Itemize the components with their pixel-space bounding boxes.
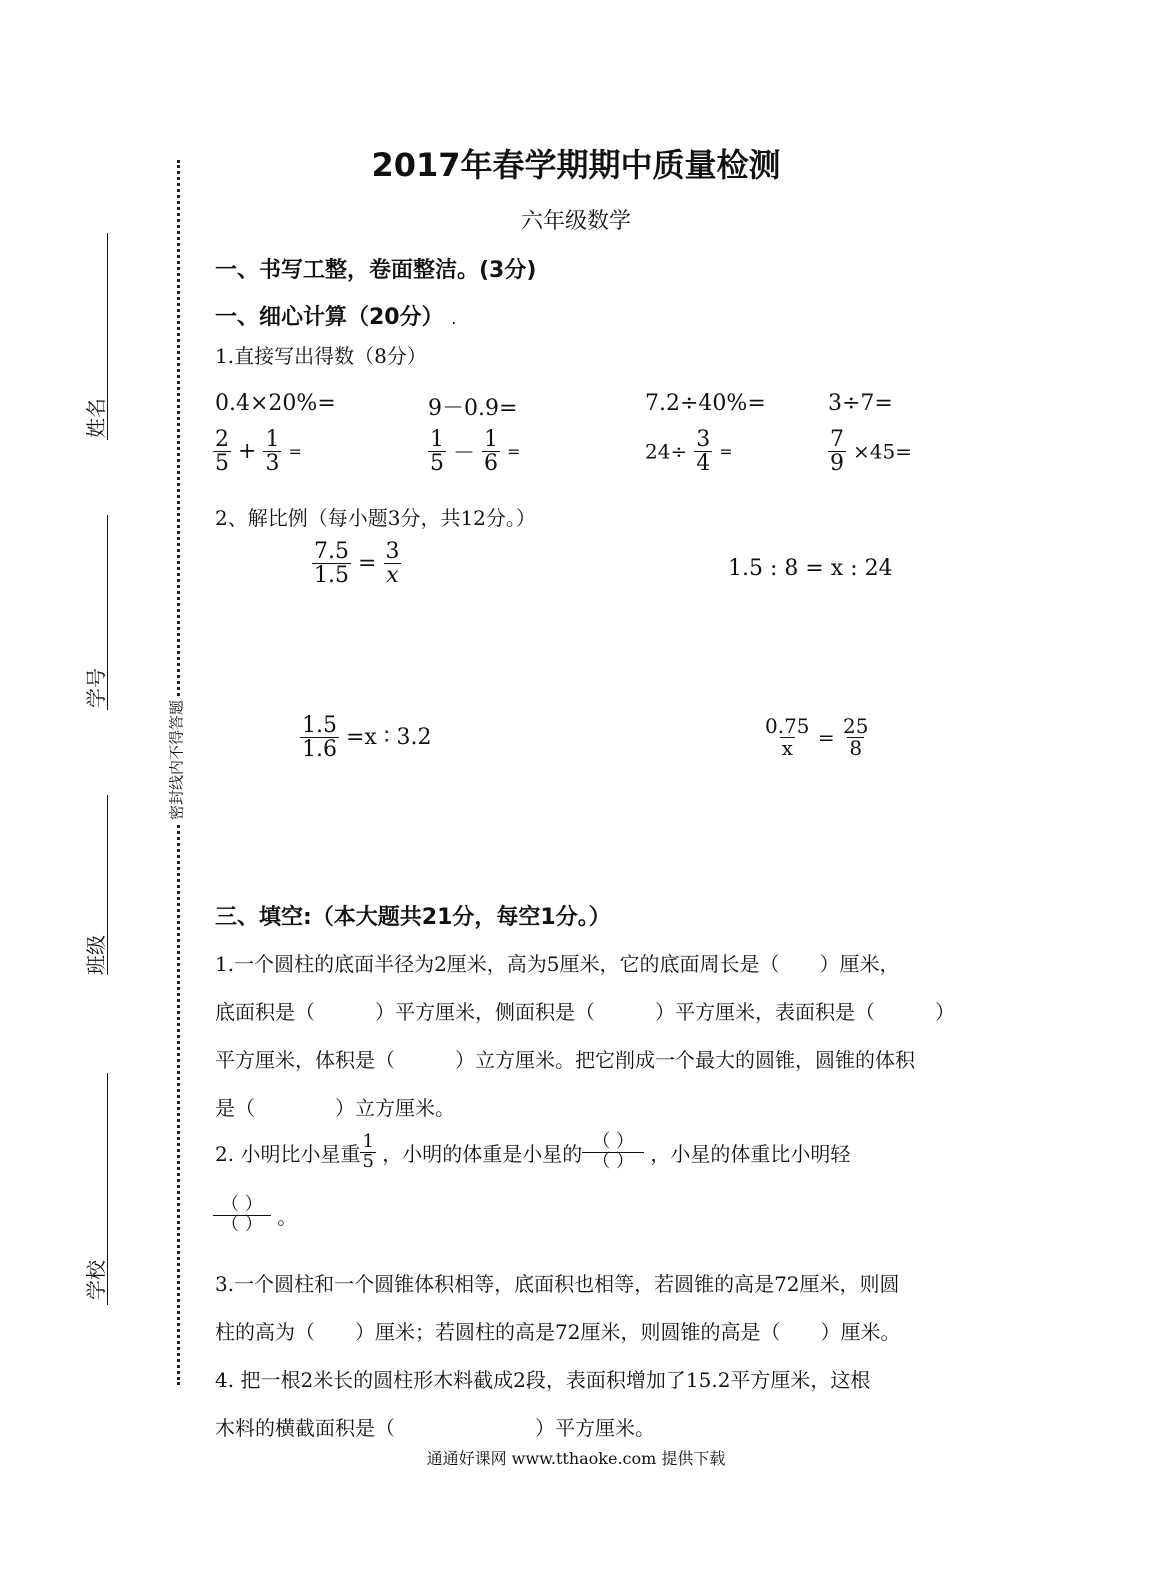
fraction-denominator: 8 [849,736,863,760]
fill-q3-line1: 3.一个圆柱和一个圆锥体积相等，底面积也相等，若圆锥的高是72厘米，则圆 [215,1272,900,1296]
section-calculation [215,300,456,331]
calc-item-4: 3÷7= [828,391,893,416]
blank-denominator: （ ） [213,1215,271,1235]
page-title: 2017年春学期期中质量检测 [371,146,781,184]
fill-q2-line1 [215,1133,850,1172]
seal-line-text: 密封线内不得答题 [166,696,187,824]
fraction-denominator: 9 [830,451,844,477]
fraction-denominator: 6 [484,451,499,477]
fill-q2-text-b: ，小明的体重是小星的 [382,1141,583,1166]
equals: = [507,442,521,462]
proportion-2: 1.5 : 8 = x : 24 [728,556,893,581]
equals: = [358,551,377,577]
section-fill-blanks: 三、填空:（本大题共21分，每空1分。） [215,905,611,930]
fraction-denominator: 1.6 [302,737,337,763]
section-calculation-title: 一、细心计算（20分） [215,305,444,330]
equals: = [288,442,302,462]
fraction-numerator: 1 [265,427,280,452]
fraction-denominator: x [781,736,793,760]
calc-item-2: 9－0.9= [428,396,518,421]
fraction-numerator: 25 [843,714,869,738]
fraction-denominator: 3 [265,451,280,477]
proportion-4 [763,716,870,759]
equals: = [817,725,835,750]
blank-numerator: （ ） [221,1194,263,1215]
proportion-suffix: =x ∶ 3.2 [346,725,432,751]
fraction-denominator: 5 [430,451,444,477]
fraction-numerator: 7.5 [314,539,349,564]
calc-item-3: 7.2÷40%= [645,391,766,416]
fill-q4-line2: 木料的横截面积是（ ）平方厘米。 [215,1416,655,1440]
fraction-numerator: 7 [830,427,844,452]
operator: + [238,439,257,465]
q2-title: 2、解比例（每小题3分，共12分。） [215,506,536,530]
fraction-numerator: 1 [362,1131,374,1152]
operator: － [453,441,476,467]
fill-q1-line1: 1.一个圆柱的底面半径为2厘米，高为5厘米，它的底面周长是（ ）厘米， [215,952,900,976]
fraction-denominator: 4 [696,451,711,477]
fill-q3-line2: 柱的高为（ ）厘米；若圆柱的高是72厘米，则圆锥的高是（ ）厘米。 [215,1320,901,1344]
section-handwriting: 一、书写工整，卷面整洁。(3分) [215,258,537,283]
fraction-numerator: 1 [484,427,499,452]
fraction-numerator: 3 [696,427,711,452]
fraction-numerator: 0.75 [765,714,810,738]
fill-q4-line1: 4. 把一根2米长的圆柱形木料截成2段，表面积增加了15.2平方厘米，这根 [215,1368,871,1392]
school-label: 学校 [84,1260,108,1300]
fraction-denominator: x [386,563,399,589]
q1-title: 1.直接写出得数（8分） [215,344,427,368]
page-subtitle: 六年级数学 [520,209,631,234]
calc-item-6 [428,428,520,475]
fill-q2-text-c: ，小星的体重比小明轻 [650,1141,851,1166]
calc-item-1: 0.4×20%= [215,391,336,416]
fill-q2-text-a: 2. 小明比小星重 [215,1141,361,1166]
fraction-numerator: 2 [215,427,229,452]
fill-q1-line2: 底面积是（ ）平方厘米，侧面积是（ ）平方厘米，表面积是（ ） [215,1000,955,1024]
class-label: 班级 [84,935,108,975]
proportion-3 [300,714,432,761]
fraction-numerator: 3 [385,539,400,564]
fill-q1-line3: 平方厘米，体积是（ ）立方厘米。把它削成一个最大的圆锥，圆锥的体积 [215,1048,915,1072]
fraction-numerator: 1 [430,427,444,452]
fill-q2-end: 。 [277,1204,298,1229]
fraction-denominator: 1.5 [314,563,349,589]
equals: = [719,442,733,462]
fill-q1-line4: 是（ ）立方厘米。 [215,1096,455,1120]
calc-item-7 [645,428,733,475]
calc-item-5 [213,428,302,475]
blank-numerator: （ ） [592,1131,634,1152]
student-id-label: 学号 [84,668,108,708]
fill-q2-line2 [213,1196,297,1235]
fraction-numerator: 1.5 [302,713,337,738]
stray-mark: . [451,309,457,328]
fraction-denominator: 5 [362,1150,374,1172]
calc-item-8 [828,428,912,475]
fraction-denominator: 5 [215,451,229,477]
calc-suffix: ×45= [853,439,912,464]
footer-source: 通通好课网 www.tthaoke.com 提供下载 [426,1449,726,1468]
blank-denominator: （ ） [582,1152,644,1172]
proportion-1 [312,540,401,587]
name-label: 姓名 [84,398,108,438]
calc-prefix: 24÷ [645,439,688,464]
